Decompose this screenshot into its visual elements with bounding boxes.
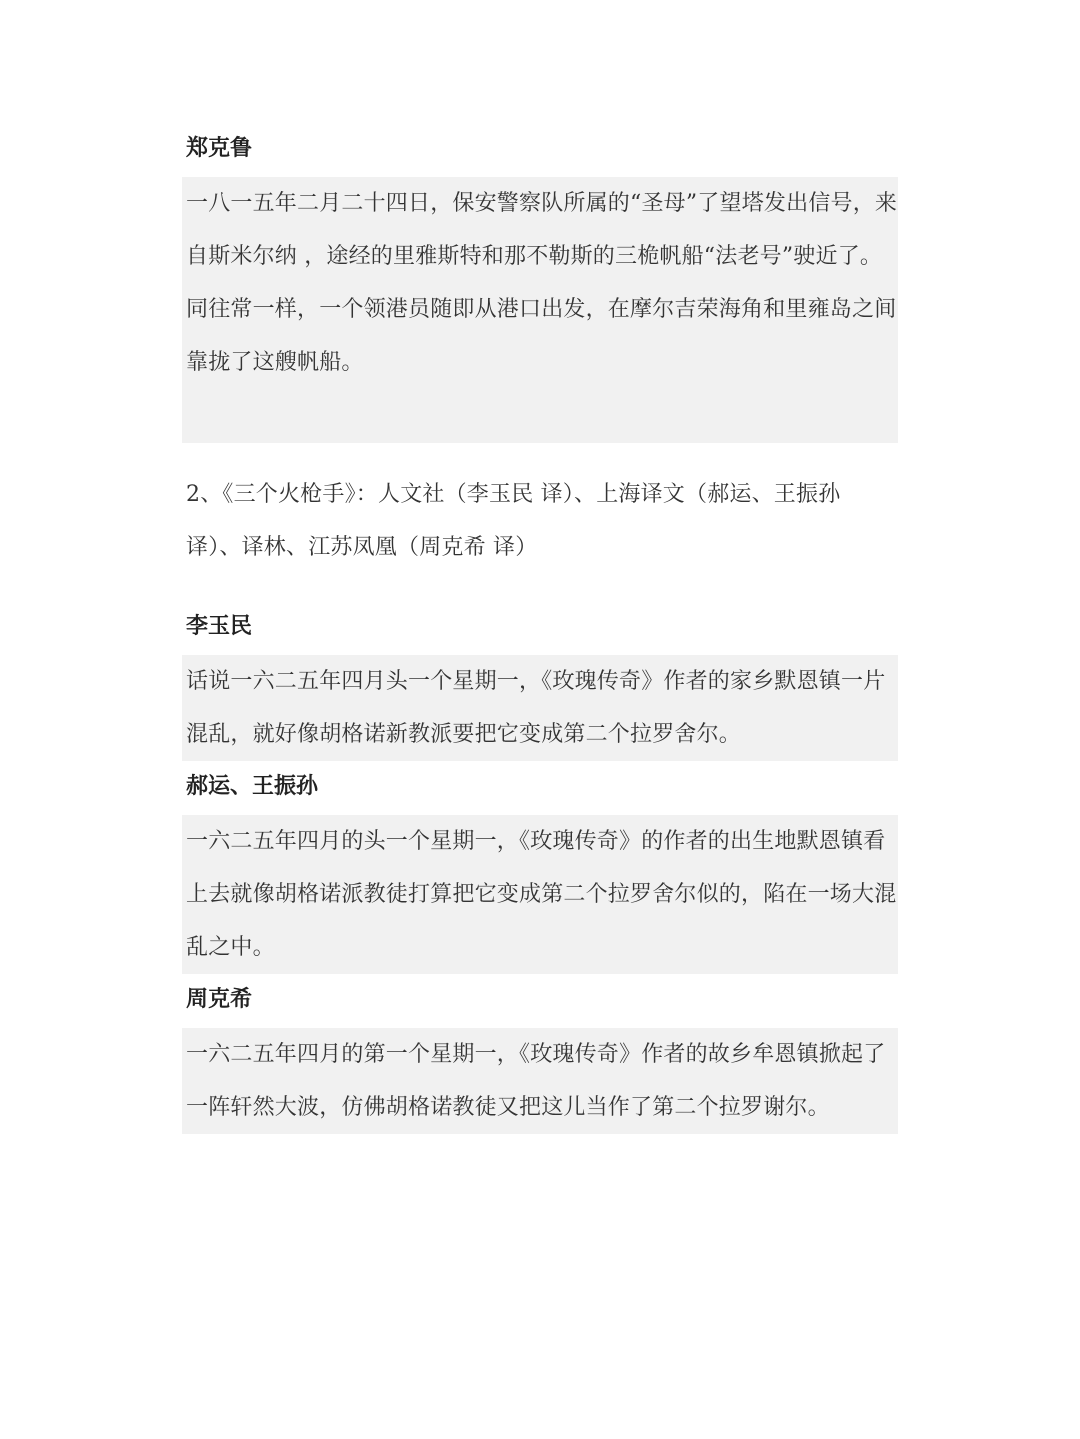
quote-block-hao-yun-wang-zhensun bbox=[182, 815, 898, 974]
translator-heading-hao-yun-wang-zhensun: 郝运、王振孙 bbox=[186, 774, 319, 799]
quote-block-li-yumin bbox=[182, 655, 898, 761]
quote-paragraph: 话说一六二五年四月头一个星期一，《玫瑰传奇》作者的家乡默恩镇一片混乱，就好像胡格诺新教派要把它变成第二个拉罗舍尔。 bbox=[186, 669, 886, 747]
quote-block-zhou-kexi bbox=[182, 1028, 898, 1134]
quote-block-zheng-kelu bbox=[182, 177, 898, 443]
list-item-three-musketeers bbox=[186, 468, 898, 574]
translator-heading-zhou-kexi: 周克希 bbox=[186, 987, 253, 1012]
quote-paragraph: 一六二五年四月的头一个星期一，《玫瑰传奇》的作者的出生地默恩镇看上去就像胡格诺派教徒打算把它变成第二个拉罗舍尔似的，陷在一场大混乱之中。 bbox=[186, 829, 897, 960]
translator-heading-zheng-kelu: 郑克鲁 bbox=[186, 136, 253, 161]
quote-paragraph: 同往常一样，一个领港员随即从港口出发，在摩尔吉荣海角和里雍岛之间靠拢了这艘帆船。 bbox=[186, 297, 897, 375]
list-item-text: 2、《三个火枪手》：人文社（李玉民 译）、上海译文（郝运、王振孙 译）、译林、江苏凤凰（周克希 译） bbox=[186, 482, 841, 560]
quote-paragraph: 一六二五年四月的第一个星期一，《玫瑰传奇》作者的故乡牟恩镇掀起了一阵轩然大波，仿佛胡格诺教徒又把这儿当作了第二个拉罗谢尔。 bbox=[186, 1042, 886, 1120]
quote-paragraph: 一八一五年二月二十四日，保安警察队所属的“圣母”了望塔发出信号，来自斯米尔纳 ，途经的里雅斯特和那不勒斯的三桅帆船“法老号”驶近了。 bbox=[186, 191, 898, 269]
translator-heading-li-yumin: 李玉民 bbox=[186, 614, 253, 639]
